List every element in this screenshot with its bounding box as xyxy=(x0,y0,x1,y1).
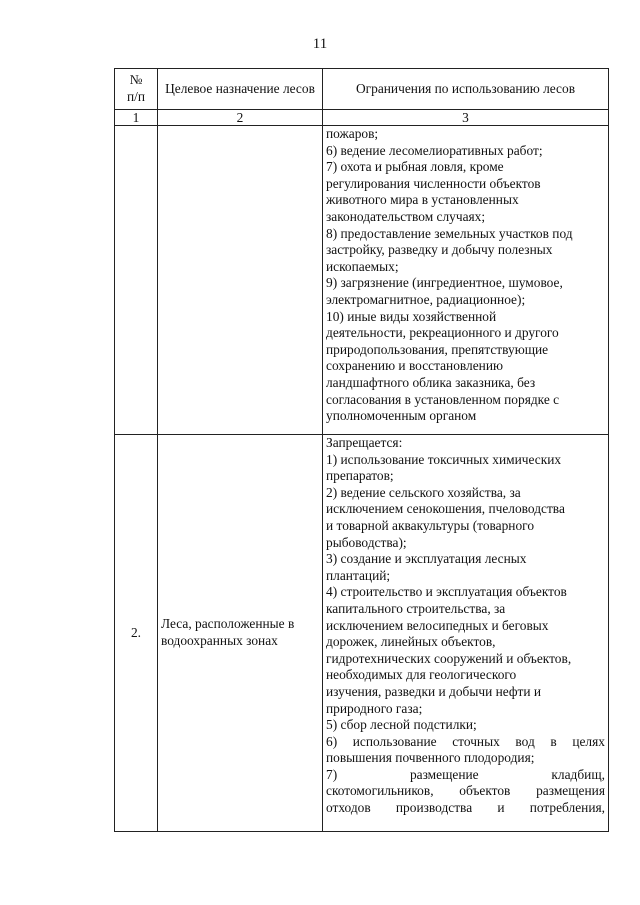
text-line: исключением сенокошения, пчеловодства xyxy=(326,501,565,517)
text-line: капитального строительства, за xyxy=(326,600,506,616)
text-line: сохранению и восстановлению xyxy=(326,358,504,374)
text-line: 10) иные виды хозяйственной xyxy=(326,308,497,324)
row-restrictions xyxy=(323,435,609,832)
text-line: 7) охота и рыбная ловля, кроме xyxy=(326,159,504,175)
text-line: ландшафтного облика заказника, без xyxy=(326,374,536,390)
text-line: дорожек, линейных объектов, xyxy=(326,634,496,650)
page-number: 11 xyxy=(312,36,328,52)
word: повышения почвенного плодородия; xyxy=(326,750,535,766)
word: размещение xyxy=(409,766,479,782)
text-line: застройку, разведку и добычу полезных xyxy=(326,242,553,258)
word: целях xyxy=(572,733,605,749)
word: 7) xyxy=(326,766,338,782)
restriction-lines xyxy=(326,435,605,734)
text-line: согласования в установленном порядке с xyxy=(326,391,560,407)
text-line: плантаций; xyxy=(326,567,391,583)
word: вод xyxy=(515,733,535,749)
row-restrictions xyxy=(323,126,609,435)
text-line: рыбоводства); xyxy=(326,534,407,550)
column-number: 1 xyxy=(115,110,158,126)
text-line: деятельности, рекреационного и другого xyxy=(326,325,559,341)
text-line: пожаров; xyxy=(326,126,379,141)
text-line: 8) предоставление земельных участков под xyxy=(326,225,573,241)
forest-restrictions-table xyxy=(114,68,609,832)
text-line: 9) загрязнение (ингредиентное, шумовое, xyxy=(326,275,563,291)
header-num-line: п/п xyxy=(126,89,146,104)
text-line: электромагнитное, радиационное); xyxy=(326,291,526,307)
text-line: Леса, расположенные в xyxy=(161,616,295,632)
word: потребления, xyxy=(529,800,605,816)
word: отходов xyxy=(326,800,371,816)
justified-line xyxy=(326,783,605,800)
text-line: водоохранных зонах xyxy=(161,633,278,648)
text-line: Запрещается: xyxy=(326,435,403,450)
text-line: уполномоченным органом xyxy=(326,408,477,424)
word: размещения xyxy=(536,783,605,799)
text-line: регулирования численности объектов xyxy=(326,175,541,191)
text-line: и товарной аквакультуры (товарного xyxy=(326,517,535,533)
column-number: 2 xyxy=(158,110,323,126)
text-line: препаратов; xyxy=(326,468,394,484)
word: объектов xyxy=(459,783,511,799)
word: производства xyxy=(395,800,473,816)
text-line: 5) сбор лесной подстилки; xyxy=(326,717,477,733)
table-header-row xyxy=(115,69,609,110)
text-line: необходимых для геологического xyxy=(326,667,517,683)
word: в xyxy=(550,733,557,749)
row-number xyxy=(115,126,158,435)
column-number: 3 xyxy=(323,110,609,126)
word: использование xyxy=(352,733,437,749)
justified-line xyxy=(326,750,605,767)
header-restrictions: Ограничения по использованию лесов xyxy=(323,69,609,110)
word: скотомогильников, xyxy=(326,783,434,799)
word: сточных xyxy=(452,733,500,749)
restriction-justified-lines xyxy=(326,734,605,817)
text-line: исключением велосипедных и беговых xyxy=(326,617,549,633)
table-row xyxy=(115,126,609,435)
text-line: 2) ведение сельского хозяйства, за xyxy=(326,484,521,500)
justified-line xyxy=(326,800,605,817)
text-line: изучения, разведки и добычи нефти и xyxy=(326,683,542,699)
justified-line xyxy=(326,734,605,751)
text-line: ископаемых; xyxy=(326,258,399,274)
row-purpose xyxy=(158,126,323,435)
word: кладбищ, xyxy=(551,766,605,782)
text-line: животного мира в установленных xyxy=(326,192,519,208)
header-num xyxy=(115,69,158,110)
text-line: законодательством случаях; xyxy=(326,208,486,224)
text-line: природного газа; xyxy=(326,700,423,716)
row-purpose xyxy=(158,435,323,832)
word: и xyxy=(497,800,505,816)
header-num-line: № xyxy=(129,72,143,88)
text-line: гидротехнических сооружений и объектов, xyxy=(326,650,572,666)
text-line: 1) использование токсичных химических xyxy=(326,451,562,467)
text-line: 3) создание и эксплуатация лесных xyxy=(326,551,527,567)
text-line: природопользования, препятствующие xyxy=(326,341,549,357)
text-line: 6) ведение лесомелиоративных работ; xyxy=(326,142,543,158)
row-number: 2. xyxy=(115,435,158,832)
justified-line xyxy=(326,767,605,784)
header-purpose: Целевое назначение лесов xyxy=(158,69,323,110)
table-row xyxy=(115,435,609,832)
text-line: 4) строительство и эксплуатация объектов xyxy=(326,584,567,600)
word: 6) xyxy=(326,733,338,749)
column-number-row xyxy=(115,110,609,126)
